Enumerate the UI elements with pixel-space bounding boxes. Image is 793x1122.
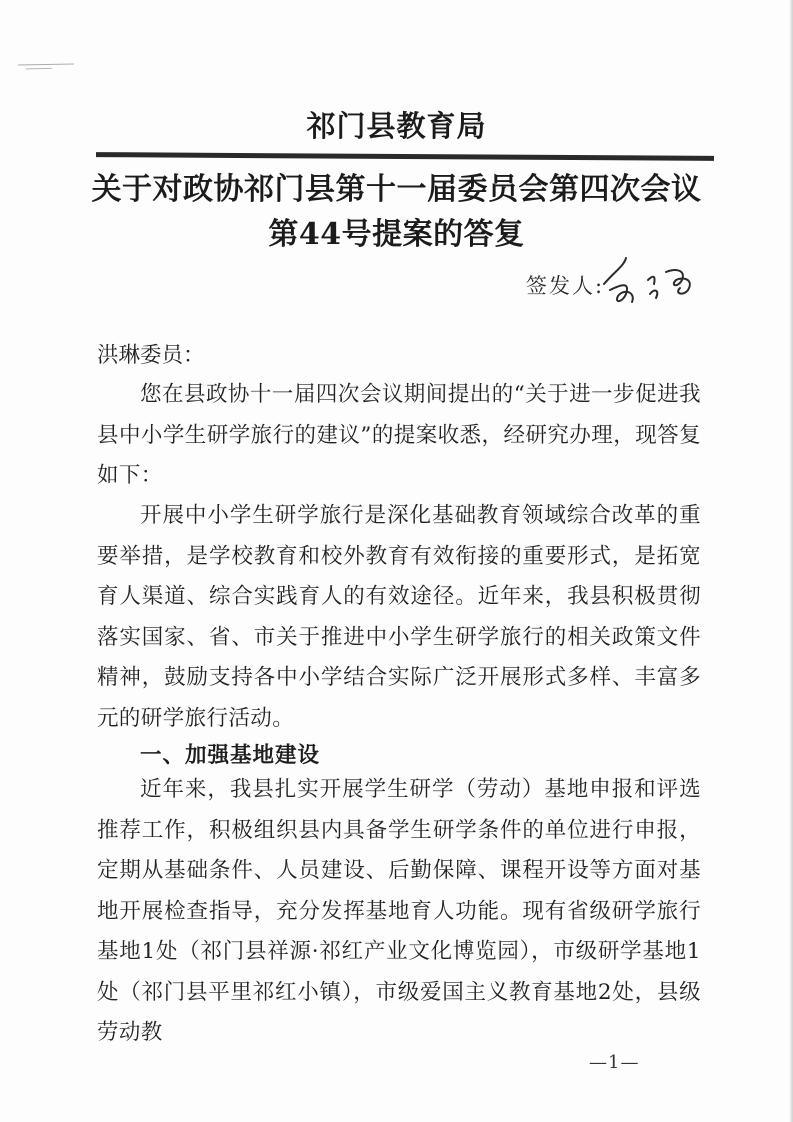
header-rule (96, 152, 714, 161)
document-title-line-2: 第44号提案的答复 (268, 217, 525, 252)
paragraph-base-construction: 近年来，我县扎实开展学生研学（劳动）基地申报和评选推荐工作，积极组织县内具备学生研学条件的单位进行申报，定期从基础条件、人员建设、后勤保障、课程开设等方面对基地开展检查指导，充分发挥基地育人功能。现有省级研学旅行基地1处（祁门县祥源·祁红产业文化博览园），市级研学基地1处（祁门县平里祁红小镇），市级爱国主义教育基地2处，县级劳动教 (97, 777, 701, 1045)
handwritten-signature (596, 250, 706, 310)
section-heading-1: 一、加强基地建设 (140, 743, 321, 768)
signer-label: 签发人: (526, 274, 605, 298)
scan-artifact (18, 64, 74, 74)
paragraph-background: 开展中小学生研学旅行是深化基础教育领域综合改革的重要举措，是学校教育和校外教育有效衔接的重要形式，是拓宽育人渠道、综合实践育人的有效途径。近年来，我县积极贯彻落实国家、省、市关于推进中小学生研学旅行的相关政策文件精神，鼓励支持各中小学结合实际广泛开展形式多样、丰富多元的研学旅行活动。 (97, 503, 701, 731)
document-title-line-1: 关于对政协祁门县第十一届委员会第四次会议 (91, 172, 702, 207)
scan-edge-shadow (789, 0, 793, 1122)
salutation: 洪琳委员： (97, 343, 205, 368)
paragraph-intro: 您在县政协十一届四次会议期间提出的“关于进一步促进我县中小学生研学旅行的建议”的提案收悉，经研究办理，现答复如下： (97, 382, 701, 488)
issuer-heading: 祁门县教育局 (306, 109, 487, 143)
page-number: —1— (589, 1052, 640, 1073)
